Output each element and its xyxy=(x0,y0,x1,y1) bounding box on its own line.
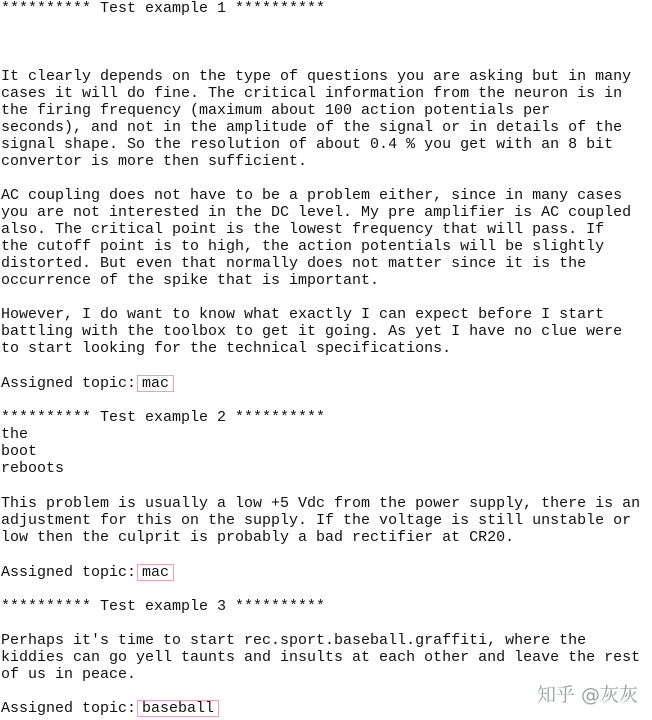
example-3-text-line: kiddies can go yell taunts and insults at each other and leave the rest xyxy=(1,649,641,666)
assigned-topic-badge: mac xyxy=(137,375,174,392)
topic-label: Assigned topic: xyxy=(1,700,137,717)
example-2-text-line: the xyxy=(1,426,29,443)
example-2-text-line: reboots xyxy=(1,460,65,477)
example-1-text-line: However, I do want to know what exactly I can expect before I start xyxy=(1,306,605,323)
example-1-text-line: signal shape. So the resolution of about 0.4 % you get with an 8 bit xyxy=(1,136,614,153)
example-1-topic-row xyxy=(1,375,174,392)
example-1-text-line: distorted. But even that normally does not matter since it is the xyxy=(1,255,587,272)
example-2-text-line: boot xyxy=(1,443,38,460)
watermark-text: 知乎 @灰灰 xyxy=(536,684,638,706)
example-2-text-line: adjustment for this on the supply. If the voltage is still unstable or xyxy=(1,512,632,529)
example-1-text-line: the firing frequency (maximum about 100 action potentials per xyxy=(1,102,551,119)
example-1-header: ********** Test example 1 ********** xyxy=(1,0,326,17)
example-3-text-line: of us in peace. xyxy=(1,666,137,683)
topic-label: Assigned topic: xyxy=(1,375,137,392)
example-3-text-line: Perhaps it's time to start rec.sport.baseball.graffiti, where the xyxy=(1,632,587,649)
topic-label: Assigned topic: xyxy=(1,564,137,581)
example-1-text-line: battling with the toolbox to get it going. As yet I have no clue were xyxy=(1,323,623,340)
example-1-text-line: you are not interested in the DC level. My pre amplifier is AC coupled xyxy=(1,204,632,221)
example-1-text-line: AC coupling does not have to be a problem either, since in many cases xyxy=(1,187,623,204)
example-3-topic-row xyxy=(1,700,219,717)
example-2-topic-row xyxy=(1,564,174,581)
example-3-header: ********** Test example 3 ********** xyxy=(1,598,326,615)
assigned-topic-badge: baseball xyxy=(137,700,219,717)
example-1-text-line: to start looking for the technical specifications. xyxy=(1,340,452,357)
example-1-text-line: seconds), and not in the amplitude of the signal or in details of the xyxy=(1,119,623,136)
assigned-topic-badge: mac xyxy=(137,564,174,581)
example-2-text-line: low then the culprit is probably a bad rectifier at CR20. xyxy=(1,529,515,546)
example-1-text-line: convertor is more then sufficient. xyxy=(1,153,308,170)
example-1-text-line: cases it will do fine. The critical information from the neuron is in xyxy=(1,85,623,102)
example-1-text-line: also. The critical point is the lowest frequency that will pass. If xyxy=(1,221,605,238)
example-2-header: ********** Test example 2 ********** xyxy=(1,409,326,426)
example-1-text-line: the cutoff point is to high, the action potentials will be slightly xyxy=(1,238,605,255)
example-1-text-line: It clearly depends on the type of questions you are asking but in many xyxy=(1,68,632,85)
example-1-text-line: occurrence of the spike that is important. xyxy=(1,272,380,289)
example-2-text-line: This problem is usually a low +5 Vdc from the power supply, there is an xyxy=(1,495,641,512)
